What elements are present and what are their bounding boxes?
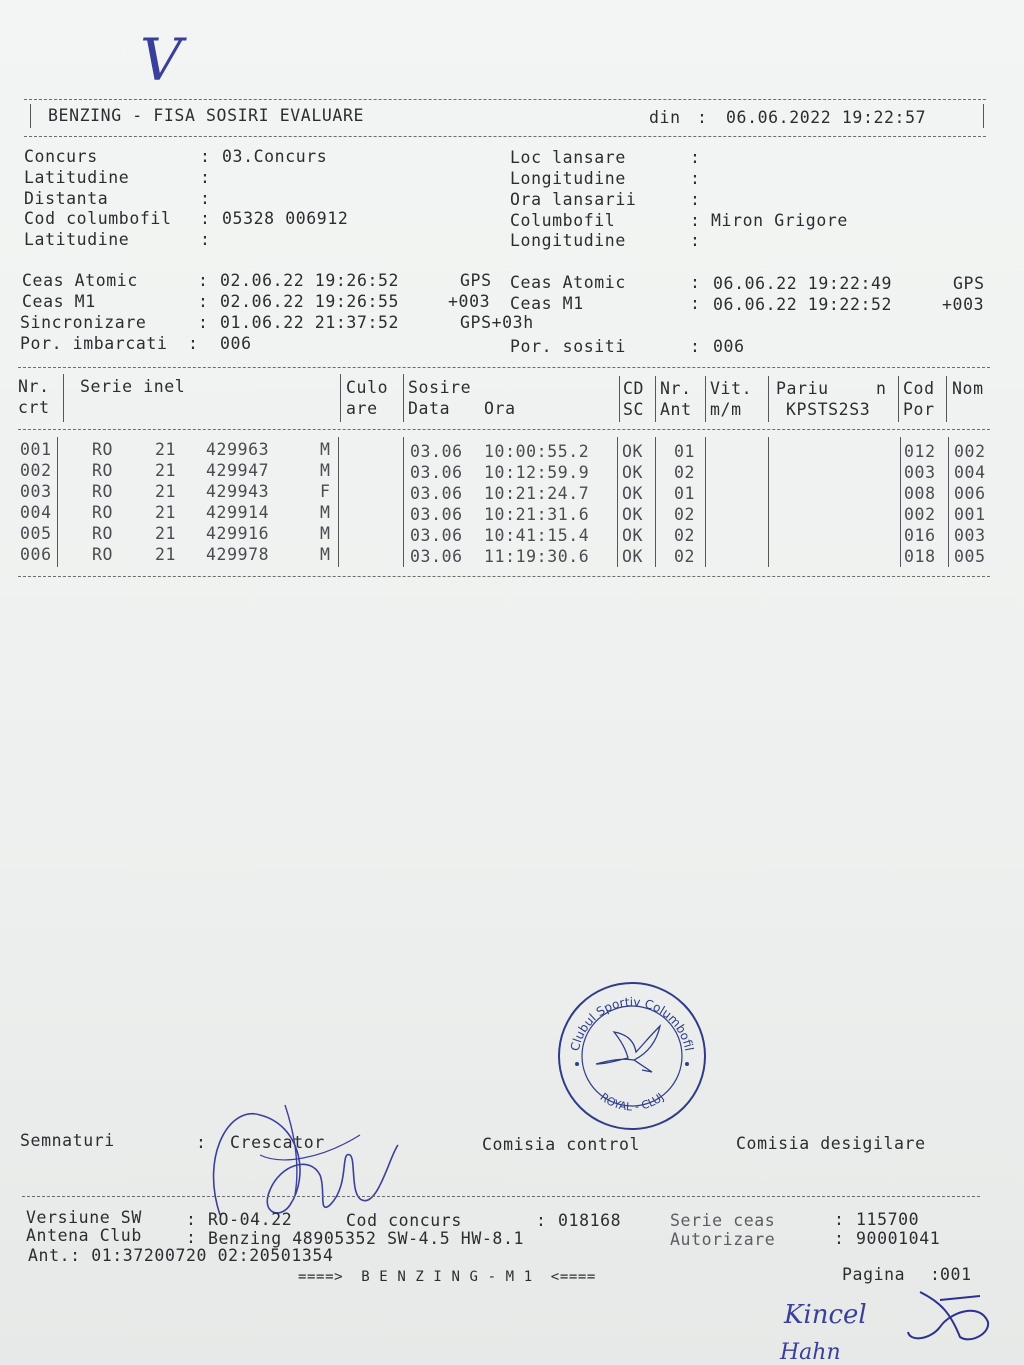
col-header-vit: m/m [710,400,742,419]
embarked-value: 006 [220,334,252,353]
arrived-label: Por. sositi [510,337,626,356]
handwritten-note: Hahn [780,1340,841,1365]
footer-rule [22,1196,980,1197]
din-label: din [649,108,681,127]
atomic-clock-label: Ceas Atomic [22,271,138,290]
contest-code-value: 018168 [558,1211,622,1230]
cell-country: RO [92,524,114,543]
cell-cd: OK [622,463,644,482]
table-top-rule [18,367,990,368]
info-label: Distanta [24,189,109,208]
cell-cod: 002 [904,505,936,524]
cell-nr: 001 [20,440,52,459]
col-header-culoare: are [346,399,378,418]
sync-value: 01.06.22 21:37:52 [220,313,400,332]
stamp-bottom-text: ROYAL - CLUJ [597,1090,667,1114]
info-label: Latitudine [24,230,130,249]
unsealing-committee-label: Comisia desigilare [736,1134,926,1153]
info-label: Latitudine [24,168,130,187]
cell-sex: F [320,482,331,501]
fancier-code-value: 05328 006912 [222,209,349,228]
cell-date: 03.06 [410,484,463,503]
info-label: Longitudine [510,231,626,250]
cell-sex: M [320,524,331,543]
cell-cd: OK [622,484,644,503]
cell-year: 21 [155,440,177,459]
arrived-value: 006 [713,337,745,356]
col-header-serie: Serie inel [80,377,186,396]
clock-serial-label: Serie ceas [670,1211,776,1230]
page-number: 001 [940,1265,972,1284]
cell-sex: M [320,503,331,522]
cell-ring: 429914 [206,503,270,522]
table-header-rule [18,429,990,430]
col-header-vit: Vit. [710,379,753,398]
report-datetime: 06.06.2022 19:22:57 [726,108,927,127]
col-header-pariu: Pariu [776,379,829,398]
cell-nr: 003 [20,482,52,501]
embarked-label: Por. imbarcati [20,334,168,353]
cell-ant: 02 [674,547,696,566]
col-header-nom: Nom [952,379,984,398]
signatures-label: Semnaturi [20,1131,115,1150]
cell-nom: 001 [954,505,986,524]
col-header-sosire: Sosire [408,378,472,397]
cell-sex: M [320,461,331,480]
atomic-clock-label: Ceas Atomic [510,273,626,292]
initials-drawing [900,1282,1000,1352]
cell-ant: 01 [674,484,696,503]
version-value: RO-04.22 [208,1210,293,1229]
club-stamp [556,980,708,1132]
cell-nr: 006 [20,545,52,564]
col-header-data: Data [408,399,451,418]
cell-sex: M [320,440,331,459]
cell-nom: 002 [954,442,986,461]
m1-clock-left-offset: +003 [448,292,491,311]
cell-country: RO [92,503,114,522]
cell-time: 10:21:31.6 [484,505,590,524]
stamp-top-text: Clubul Sportiv Columbofil [567,994,697,1053]
cell-ant: 02 [674,463,696,482]
handwritten-check-mark: V [140,26,182,94]
benzing-banner: ====> B E N Z I N G - M 1 <==== [298,1269,596,1285]
m1-clock-right: 06.06.22 19:22:52 [713,295,893,314]
cell-cd: OK [622,547,644,566]
contest-code-label: Cod concurs [346,1211,462,1230]
cell-ring: 429978 [206,545,270,564]
cell-cod: 003 [904,463,936,482]
col-header-pariu-n: n [876,379,887,398]
cell-year: 21 [155,545,177,564]
cell-date: 03.06 [410,463,463,482]
handwritten-note: Kincel [784,1300,867,1330]
cell-nr: 005 [20,524,52,543]
cell-nom: 006 [954,484,986,503]
cell-nom: 003 [954,526,986,545]
cell-sex: M [320,545,331,564]
info-label: Columbofil [510,211,616,230]
header-bottom-rule [24,136,986,137]
dove-icon [596,1026,660,1072]
col-header-ora: Ora [484,399,516,418]
col-header-cod: Por [903,400,935,419]
cell-country: RO [92,440,114,459]
cell-cod: 008 [904,484,936,503]
cell-ant: 02 [674,505,696,524]
info-label: Loc lansare [510,148,626,167]
cell-cod: 016 [904,526,936,545]
antenna-list: Ant.: 01:37200720 02:20501354 [28,1246,334,1265]
cell-year: 21 [155,503,177,522]
cell-year: 21 [155,524,177,543]
m1-clock-left: 02.06.22 19:26:55 [220,292,400,311]
page-title: BENZING - FISA SOSIRI EVALUARE [48,106,365,125]
authorization-label: Autorizare [670,1230,776,1249]
atomic-clock-left-src: GPS [460,271,492,290]
cell-time: 10:12:59.9 [484,463,590,482]
info-label: Cod columbofil [24,209,172,228]
m1-clock-label: Ceas M1 [510,294,584,313]
col-header-cd: SC [623,400,645,419]
cell-cd: OK [622,526,644,545]
authorization-value: 90001041 [856,1229,941,1248]
antenna-label: Antena Club [26,1226,142,1245]
col-header-ant: Nr. [660,379,692,398]
info-label: Ora lansarii [510,190,637,209]
cell-country: RO [92,545,114,564]
fancier-name-value: Miron Grigore [711,211,848,230]
evaluation-sheet: V BENZING - FISA SOSIRI EVALUARE din : 06.06.2022 19:22:57 Concurs : 03.Concurs Latitudine : Distanta : Cod columbofil : 05328 006912 Latitudine : Loc lansare : Longitudine : Ora lansarii : Columbofil : Miron Grigore Longitudine : Ceas Atomic : 02.06.22 19:26:52 GPS Ceas Atomic : 06.06.22 19:22:49 GPS Ceas M1 : 02.06.22 19:26:55 +003 Ceas M1 : 06.06.22 19:22:52 +003 Sincronizare : 01.06.22 21:37:52 GPS+03h Por. imbarcati : 006 Por. sositi : 006 Nr. crt Serie inel Culo are Sosire Data Ora CD SC Nr. Ant Vit. m/m Pariu n KPSTS2S3 Cod Por Nom 001 RO 21 429963 M 03.06 10:00:55.2 OK 01 012 002 002 RO 21 429947 M 03.06 10:12:59.9 OK 02 003 004 003 RO 21 429943 F 03.06 10:21:24.7 OK 01 008 006 004 RO 21 429914 M 03.06 10:21:31.6 OK 02 002 001 005 RO 21 429916 M 03.06 10:41:15.4 OK 02 016 003 006 RO 21 429978 M 03.06 11:19:30.6 OK 02 018 005 Clubul Sportiv Columbofil ROYAL - CLUJ Semnaturi : Crescator Comisia control Comisia desigilare Versiune SW : RO-04.22 Cod concurs : 018168 Serie ceas : 115700 Antena Club : Benzing 48905352 SW-4.5 HW-8.1 Autorizare : 90001041 Ant.: 01:37200720 02:20501354 ====> B E N Z I N G - M 1 <==== Pagina : 001 Kincel Hahn [0,0,1024,1365]
table-bottom-rule [18,576,990,577]
cell-year: 21 [155,461,177,480]
cell-nom: 004 [954,463,986,482]
sync-label: Sincronizare [20,313,147,332]
m1-clock-right-offset: +003 [942,295,985,314]
cell-time: 10:41:15.4 [484,526,590,545]
cell-date: 03.06 [410,505,463,524]
version-label: Versiune SW [26,1208,142,1227]
col-header-culoare: Culo [346,378,389,397]
cell-time: 11:19:30.6 [484,547,590,566]
header-top-rule [24,99,986,100]
cell-ant: 01 [674,442,696,461]
page-label: Pagina [842,1265,906,1284]
contest-value: 03.Concurs [222,147,328,166]
antenna-value: Benzing 48905352 SW-4.5 HW-8.1 [208,1229,525,1248]
cell-nr: 004 [20,503,52,522]
cell-nom: 005 [954,547,986,566]
atomic-clock-left: 02.06.22 19:26:52 [220,271,400,290]
cell-cd: OK [622,442,644,461]
cell-ring: 429916 [206,524,270,543]
cell-cod: 012 [904,442,936,461]
cell-time: 10:00:55.2 [484,442,590,461]
col-header-cod: Cod [903,379,935,398]
cell-ring: 429947 [206,461,270,480]
info-label: Longitudine [510,169,626,188]
sync-source: GPS+03h [460,313,534,332]
m1-clock-label: Ceas M1 [22,292,96,311]
cell-date: 03.06 [410,547,463,566]
cell-nr: 002 [20,461,52,480]
cell-cod: 018 [904,547,936,566]
cell-ring: 429943 [206,482,270,501]
cell-ant: 02 [674,526,696,545]
info-label: Concurs [24,147,98,166]
cell-year: 21 [155,482,177,501]
cell-ring: 429963 [206,440,270,459]
control-committee-label: Comisia control [482,1135,641,1154]
cell-country: RO [92,461,114,480]
cell-country: RO [92,482,114,501]
cell-time: 10:21:24.7 [484,484,590,503]
cell-date: 03.06 [410,526,463,545]
crescator-label: Crescator [230,1133,325,1152]
atomic-clock-right: 06.06.22 19:22:49 [713,274,893,293]
atomic-clock-right-src: GPS [953,274,985,293]
clock-serial-value: 115700 [856,1210,920,1229]
header-left-border [30,104,31,128]
col-header-nr: Nr. [18,377,50,396]
col-header-cd: CD [623,379,645,398]
header-right-border [983,104,984,128]
cell-date: 03.06 [410,442,463,461]
col-header-nr: crt [18,398,50,417]
col-header-ant: Ant [660,400,692,419]
col-header-pariu: KPSTS2S3 [786,400,871,419]
cell-cd: OK [622,505,644,524]
